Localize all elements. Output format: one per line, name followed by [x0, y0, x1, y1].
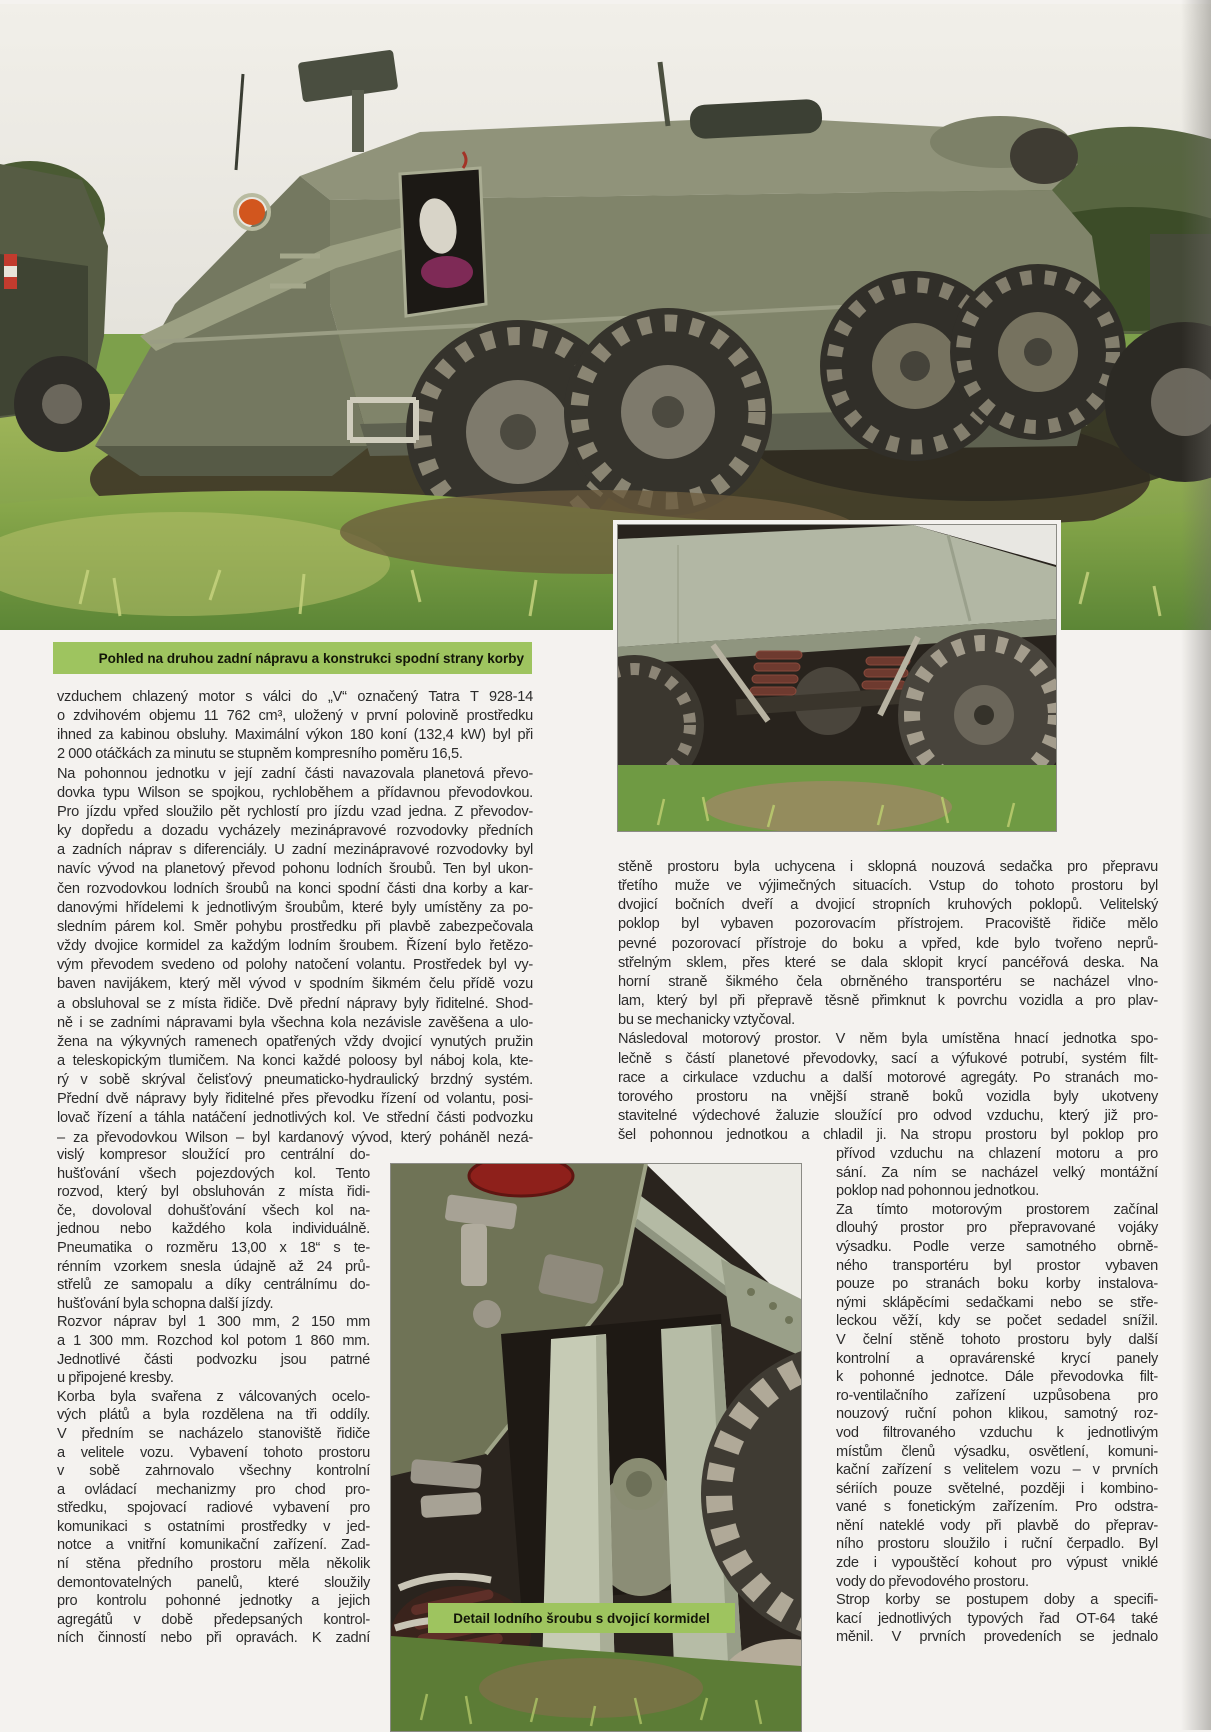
- text-line: kací jednotlivých typových řad OT-64 také: [836, 1610, 1158, 1627]
- text-line: střelným sklem, přes které se dala sklopit krycí pancéřová deska. Na: [618, 954, 1158, 971]
- text-line: v sobě zahrnovalo všechny kontrolní: [57, 1463, 370, 1480]
- text-line: vzduchem chlazený motor s válci do „V“ označený Tatra T 928-14: [57, 689, 533, 705]
- text-line: měnil. V prvních provedeních se jednalo: [836, 1629, 1158, 1646]
- red-reflector: [469, 1164, 573, 1196]
- text-line: a obsluhoval se z místa řidiče. Dvě přední nápravy byly řiditelné. Shod-: [57, 995, 533, 1012]
- text-line: torového prostoru na vnější straně boků vozidla byly ukotveny: [618, 1088, 1158, 1105]
- text-line: leckou věží, kdy se počet sedadel snížil.: [836, 1313, 1158, 1330]
- text-line: Pneumatika o rozměru 13,00 x 18“ s te-: [57, 1239, 370, 1256]
- text-line: žena na výkyvných ramenech opatřených vždy dvojicí vynutých pružin: [57, 1033, 533, 1050]
- text-line: rý v sobě skrýval čelisťový pneumaticko-hydraulický brzdný systém.: [57, 1072, 533, 1089]
- photo-inset-rear-axle: [617, 524, 1057, 832]
- text-line: dvojicí bočních dveří a dvojicí stropních kruhových poklopů. Velitelský: [618, 897, 1158, 914]
- text-line: Přední dvě nápravy byly řiditelné přes převodku řízení od volantu, posi-: [57, 1091, 533, 1108]
- text-line: lečně s částí planetové převodovky, sací a výfukové potrubí, systém filt-: [618, 1050, 1158, 1067]
- text-line: bu se mechanicky vztyčoval.: [618, 1012, 795, 1029]
- page-top-margin: [0, 0, 1211, 4]
- caption-bar-axle: [53, 642, 532, 674]
- text-line: u připojené kresby.: [57, 1370, 174, 1387]
- text-line: če, dovoloval dohušťování všech kol na-: [57, 1202, 370, 1219]
- text-line: a zadních náprav s diferenciály. U zadní mezinápravové rozvodovky byl: [57, 842, 533, 859]
- text-line: ro-ventilačního zařízení uzpůsobena pro: [836, 1387, 1158, 1404]
- text-line: dovka typu Wilson se spojkou, rychloběhem a přídavnou převodovkou.: [57, 784, 533, 801]
- text-line: třetího muže ve výjimečných situacích. Vstup do tohoto prostoru byl: [618, 878, 1158, 895]
- text-line: o zdvihovém objemu 11 762 cm³, uložený v první polovině prostředku: [57, 708, 533, 725]
- text-line: Rozvor náprav byl 1 300 mm, 2 150 mm: [57, 1314, 370, 1331]
- text-line: pouze po stranách boku korby instalova-: [836, 1276, 1158, 1293]
- text-line: baven navijákem, který měl vývod v spodním šikmém čelu přídě vozu: [57, 976, 533, 993]
- text-line: poklop byl vybaven pozorovacím přístrojem. Pracoviště řidiče mělo: [618, 916, 1158, 933]
- text-line: Pro jízdu vpřed sloužilo pět rychlostí pro jízdu vzad jedna. Z převodov-: [57, 803, 533, 820]
- text-line: stavitelné výdechové žaluzie sloužící pro odvod vzduchu, který již pro-: [618, 1108, 1158, 1125]
- text-line: kační zařízení s velitelem vozu – v prvních: [836, 1462, 1158, 1479]
- text-line: Strop korby se postupem doby a specifi-: [836, 1592, 1158, 1609]
- text-line: přívod vzduchu na chlazení motoru a pro: [836, 1146, 1158, 1162]
- text-line: ních činností nebo při opravách. K zadní: [57, 1630, 370, 1647]
- text-line: střelů ze samopalu a díky centrálnímu do-: [57, 1277, 370, 1294]
- text-line: místům členů výsadku, osvětlení, komuni-: [836, 1443, 1158, 1460]
- text-line: V čelní stěně tohoto prostoru byly další: [836, 1331, 1158, 1348]
- text-line: komunikaci s ostatními prostředky v jed-: [57, 1518, 370, 1535]
- text-line: horní straně šikmého čela obrněného transportéru se nacházel vlno-: [618, 973, 1158, 990]
- text-line: ného transportéru byl prostor vybaven: [836, 1257, 1158, 1274]
- text-line: vané s fonetickým zařízením. Pro odstra-: [836, 1499, 1158, 1516]
- text-line: a 1 300 mm. Rozchod kol potom 1 860 mm.: [57, 1332, 370, 1349]
- text-line: lovač řízení a táhla natáčení jednotlivých kol. Ve střední části podvozku: [57, 1110, 533, 1127]
- text-column-left-narrow: [57, 1146, 370, 1648]
- text-line: šel pohonnou jednotkou a chladil ji. Na stropu prostoru byl poklop pro: [618, 1127, 1158, 1144]
- text-line: – za převodovkou Wilson – byl kardanový vývod, který poháněl nezá-: [57, 1129, 533, 1146]
- text-line: poklop nad pohonnou jednotkou.: [836, 1183, 1040, 1200]
- text-line: kontrolní a opravárenské krycí panely: [836, 1350, 1158, 1367]
- text-line: vody do převodového prostoru.: [836, 1573, 1029, 1590]
- text-line: pro kontrolu pohonné jednotky a jejich: [57, 1593, 370, 1610]
- text-line: k pohonné jednotce. Dále převodovka filt-: [836, 1369, 1158, 1386]
- text-line: Jednotlivé části podvozku jsou patrné: [57, 1351, 370, 1368]
- text-line: Za tímto motorovým prostorem začínal: [836, 1201, 1158, 1218]
- text-line: vod filtrovaného vzduchu k jednotlivým: [836, 1424, 1158, 1441]
- text-line: Korba byla svařena z válcovaných ocelo-: [57, 1388, 370, 1405]
- text-line: agregátů v době předepsaných kontrol-: [57, 1611, 370, 1628]
- text-line: 2 000 otáčkách za minutu se stupněm kompresního poměru 16,5.: [57, 746, 463, 763]
- text-column-right-narrow: [836, 1145, 1158, 1647]
- text-line: nouzový ruční pohon klikou, samotný roz-: [836, 1406, 1158, 1423]
- text-line: rozvod, který byl obsluhován z místa řidi-: [57, 1184, 370, 1201]
- text-line: výsadku. Podle verze samotného obrně-: [836, 1238, 1158, 1255]
- text-line: hušťování všech pojezdových kol. Tento: [57, 1165, 370, 1182]
- text-line: ihned za kabinou obsluhy. Maximální výkon 180 koní (132,4 kW) byl při: [57, 727, 533, 744]
- text-line: vým převodem svedeno od polohy natočení volantu. Prostředek byl vy-: [57, 957, 533, 974]
- text-line: vždy dvojice kormidel za každým lodním šroubem. Řízení bylo řetězo-: [57, 938, 533, 955]
- text-line: sledním párem kol. Směr pohybu prostředku při plavbě zabezpečovala: [57, 918, 533, 935]
- text-line: ky dopředu a dozadu vycházely mezinápravové rozvodovky předních: [57, 823, 533, 840]
- text-line: sání. Za ním se nacházel velký montážní: [836, 1164, 1158, 1181]
- text-line: nění nateklé vody při plavbě do přeprav-: [836, 1517, 1158, 1534]
- text-line: race a cirkulace vzduchu a další motorové agregáty. Po stranách mo-: [618, 1069, 1158, 1086]
- text-column-right-wide: [618, 858, 1158, 1145]
- caption-bar-propeller: [428, 1603, 735, 1633]
- text-line: ní stěna předního prostoru měla několik: [57, 1556, 370, 1573]
- text-line: demontovatelných panelů, které sloužily: [57, 1574, 370, 1591]
- text-line: Na pohonnou jednotku v její zadní části navazovala planetová převo-: [57, 765, 533, 782]
- text-line: rénním vzorkem snesla údajně až 24 prů-: [57, 1258, 370, 1275]
- photo-inset-propeller-rudders: [390, 1163, 802, 1732]
- text-line: ního prostoru sloužilo i ruční čerpadlo. Byl: [836, 1536, 1158, 1553]
- text-line: zde i vypouštěcí kohout pro výpust vniklé: [836, 1555, 1158, 1572]
- text-line: jednou nebo každého kola individuálně.: [57, 1221, 370, 1238]
- text-column-left-wide: [57, 688, 533, 1148]
- text-line: nými sklápěcími sedačkami nebo se stře-: [836, 1294, 1158, 1311]
- text-line: dlouhý prostor pro přepravované vojáky: [836, 1220, 1158, 1237]
- text-line: čen rozvodovkou lodních šroubů na konci spodní části dna korby a kar-: [57, 880, 533, 897]
- text-line: sériích pouze světelné, později i kombino-: [836, 1480, 1158, 1497]
- text-line: V předním se nacházelo stanoviště řidiče: [57, 1425, 370, 1442]
- text-line: vislý kompresor sloužící pro centrální do-: [57, 1147, 370, 1163]
- text-line: navíc vývod na planetový převod pohonu lodních šroubů. Ten byl ukon-: [57, 861, 533, 878]
- text-line: stěně prostoru byla uchycena i sklopná nouzová sedačka pro přepravu: [618, 859, 1158, 875]
- text-line: a ovládací mechanizmy pro chod pro-: [57, 1481, 370, 1498]
- text-line: notce a vnitřní komunikační zařízení. Zad-: [57, 1537, 370, 1554]
- grass-strip: [618, 765, 1056, 831]
- text-line: pevné pozorovací přístroje do boku a vpřed, kde bylo tvořeno neprů-: [618, 935, 1158, 952]
- caption-text: Pohled na druhou zadní nápravu a konstrukci spodní strany korby: [98, 650, 524, 666]
- text-line: a velitele vozu. Vybavení tohoto prostoru: [57, 1444, 370, 1461]
- text-line: danovými hřídelemi k jednotlivým šroubům, které byly umístěny za po-: [57, 899, 533, 916]
- caption-text: Detail lodního šroubu s dvojicí kormidel: [453, 1610, 710, 1626]
- text-line: a teleskopickým tlumičem. Na konci každé poloosy byl náboj kola, kte-: [57, 1052, 533, 1069]
- text-line: Následoval motorový prostor. V něm byla umístěna hnací jednotka spo-: [618, 1031, 1158, 1048]
- text-line: hušťování byla schopna další jízdy.: [57, 1295, 274, 1312]
- text-line: středku, spojovací radiové vybavení pro: [57, 1500, 370, 1517]
- text-line: ně i se zadními nápravami byla všechna kola nezávisle zavěšena a ulo-: [57, 1014, 533, 1031]
- text-line: vých plátů a byla rozdělena na tři oddíly.: [57, 1407, 370, 1424]
- text-line: lam, který byl při přepravě těsně přimknut k povrchu vozidla a pro plav-: [618, 993, 1158, 1010]
